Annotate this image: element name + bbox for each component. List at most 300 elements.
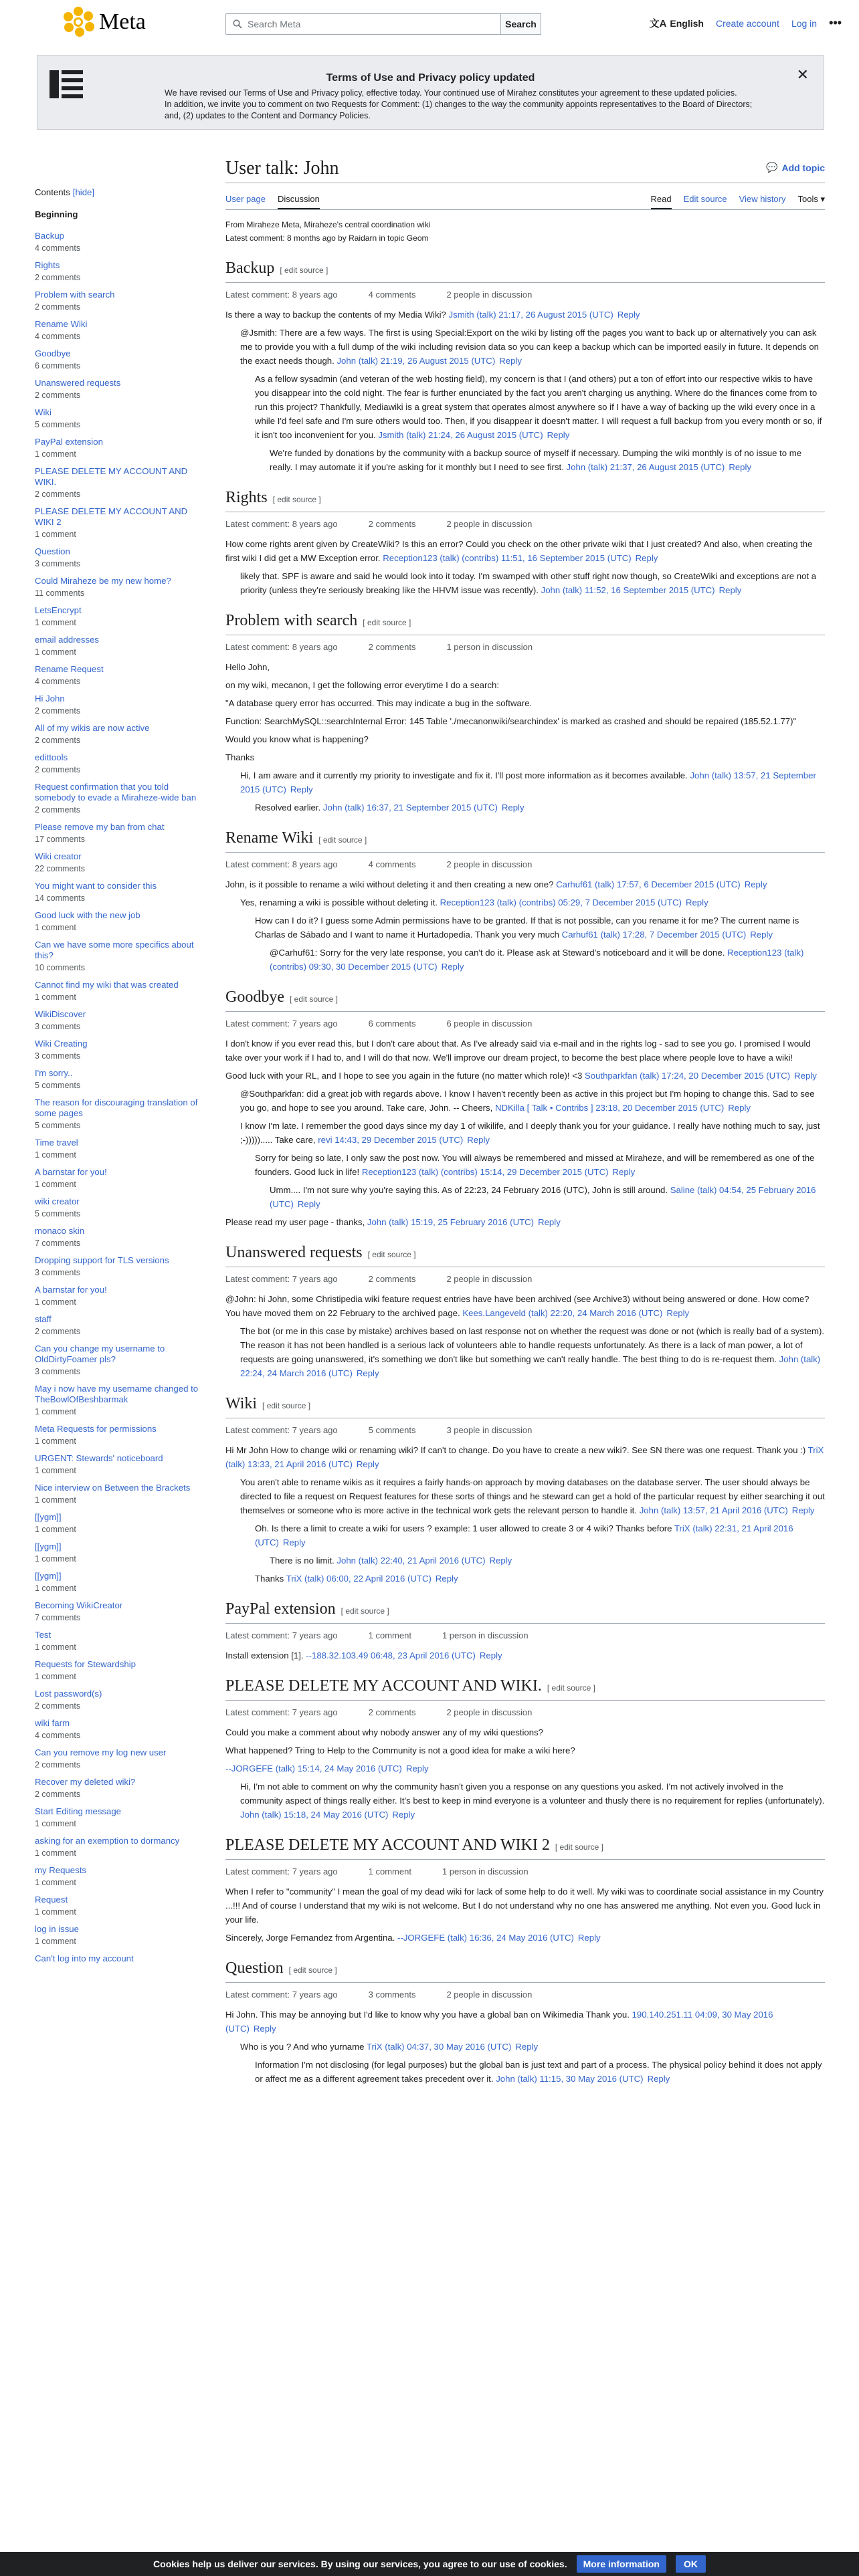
tab-edit-source[interactable]: Edit source xyxy=(683,194,727,204)
section-meta-item: Latest comment: 7 years ago xyxy=(225,1866,338,1876)
discussion-section xyxy=(225,988,825,1229)
discussion-section xyxy=(225,1600,825,1662)
toc-item-count: 3 comments xyxy=(35,1268,81,1277)
toc-item-label[interactable]: Nice interview on Between the Brackets xyxy=(35,1483,191,1493)
toc-item[interactable] xyxy=(35,980,202,1002)
comment-signature[interactable]: Kees.Langeveld (talk) 22:20, 24 March 2016 (UTC) xyxy=(462,1308,663,1318)
comment-signature[interactable]: John (talk) 22:40, 21 April 2016 (UTC) xyxy=(337,1555,486,1566)
toc-item[interactable] xyxy=(35,1659,202,1681)
toc-item[interactable] xyxy=(35,1689,202,1711)
reply-button[interactable]: Reply xyxy=(685,897,708,907)
toc-item-label[interactable]: A barnstar for you! xyxy=(35,1167,107,1177)
discussion-sections xyxy=(225,259,825,2086)
comment-text: How come rights arent given by CreateWiki? Is this an error? Could you check on the other private wiki that I just created? And also, when creating the first wiki I did get a MW Exception error. xyxy=(225,539,813,563)
comment-text: Thanks xyxy=(225,752,255,762)
toc-item[interactable] xyxy=(35,348,202,370)
reply-button[interactable]: Reply xyxy=(392,1810,415,1820)
comment-signature[interactable]: --JORGEFE (talk) 16:36, 24 May 2016 (UTC) xyxy=(397,1933,574,1943)
comment-text: How can I do it? I guess some Admin permissions have to be granted. If that is not possible, can you rename it for me? The current name is Charlas de Sábado and I want to name it Hurtadopedia. Thank you very much xyxy=(255,916,799,940)
reply-button[interactable]: Reply xyxy=(282,1537,306,1547)
notice-line-2: In addition, we invite you to comment on two Requests for Comment: (1) changes to the way the community appoints representatives to the Board of Directors; and, (2) updates to the Content and Dormancy Policies. xyxy=(165,100,753,120)
section-heading xyxy=(225,1244,825,1264)
comment xyxy=(225,1648,825,1662)
toc-item[interactable] xyxy=(35,1865,202,1887)
comment xyxy=(225,678,825,692)
comment-signature[interactable]: John (talk) 22:24, 24 March 2016 (UTC) xyxy=(240,1354,821,1378)
comment-signature[interactable]: John (talk) 11:52, 16 September 2015 (UTC) xyxy=(541,585,715,595)
toc-item[interactable] xyxy=(35,290,202,312)
toc-item-label[interactable]: You might want to consider this xyxy=(35,881,157,891)
comment-signature[interactable]: 190.140.251.11 04:09, 30 May 2016 (UTC) xyxy=(225,2010,773,2034)
tab-view-history[interactable]: View history xyxy=(739,194,786,204)
search-input[interactable] xyxy=(225,13,501,35)
reply-button[interactable]: Reply xyxy=(467,1135,490,1145)
toc-item-label[interactable]: Can you change my username to OldDirtyFoamer pls? xyxy=(35,1344,165,1364)
toc-item[interactable] xyxy=(35,1600,202,1622)
toc-item-label[interactable]: log in issue xyxy=(35,1924,79,1934)
comment xyxy=(240,1324,825,1380)
comment-signature[interactable]: NDKilla [ Talk • Contribs ] 23:18, 20 December 2015 (UTC) xyxy=(494,1103,725,1113)
toc-item-label[interactable]: Request xyxy=(35,1895,68,1905)
toc-item[interactable] xyxy=(35,466,202,499)
toc-item-label[interactable]: Recover my deleted wiki? xyxy=(35,1777,136,1787)
toc-item[interactable] xyxy=(35,723,202,745)
reply-button[interactable]: Reply xyxy=(617,310,640,320)
toc-item-count: 1 comment xyxy=(35,1907,76,1917)
toc-item-label[interactable]: Please remove my ban from chat xyxy=(35,822,165,832)
comment-text: on my wiki, mecanon, I get the following error everytime I do a search: xyxy=(225,680,499,690)
toc-item-label[interactable]: URGENT: Stewards' noticeboard xyxy=(35,1453,163,1463)
comment-signature[interactable]: John (talk) 11:15, 30 May 2016 (UTC) xyxy=(496,2074,644,2084)
comment xyxy=(225,750,825,764)
site-logo[interactable] xyxy=(62,5,146,39)
comment xyxy=(240,1780,825,1822)
reply-button[interactable]: Reply xyxy=(441,962,464,972)
section-title: PLEASE DELETE MY ACCOUNT AND WIKI. xyxy=(225,1677,542,1695)
reply-button[interactable]: Reply xyxy=(538,1217,561,1227)
edit-source-link[interactable]: [ edit source ] xyxy=(272,495,321,504)
comment-text: You aren't able to rename wikis as it requires a fairly hands-on approach by moving databases on the database server. The user should always be directed to file a request on Request features for these sorts of things and he steward can get a hold of the particular request by either searching it out themselves or someone who is more active in the technical work gets the relevant person to handle it. xyxy=(240,1477,825,1515)
comment-signature[interactable]: Jsmith (talk) 21:24, 26 August 2015 (UTC) xyxy=(378,430,543,440)
reply-button[interactable]: Reply xyxy=(489,1555,512,1566)
edit-source-link[interactable]: [ edit source ] xyxy=(288,1965,337,1975)
site-notice xyxy=(37,55,824,130)
comment-signature[interactable]: Southparkfan (talk) 17:24, 20 December 2015 (UTC) xyxy=(584,1071,791,1081)
comment-signature[interactable]: John (talk) 21:37, 26 August 2015 (UTC) xyxy=(566,462,725,472)
toc-item-label[interactable]: Wiki Creating xyxy=(35,1039,88,1049)
toc-item-count: 2 comments xyxy=(35,1701,81,1711)
add-topic-label: Add topic xyxy=(781,162,825,173)
comment-text: Hi John. This may be annoying but I'd like to know why you have a global ban on Wikimedia Thank you. xyxy=(225,2010,630,2020)
toc-item-count: 5 comments xyxy=(35,1081,81,1090)
edit-source-link[interactable]: [ edit source ] xyxy=(318,835,367,845)
toc-item[interactable] xyxy=(35,1541,202,1564)
toc-item-label[interactable]: asking for an exemption to dormancy xyxy=(35,1836,180,1846)
toc-item-label[interactable]: [[ygm]] xyxy=(35,1512,62,1522)
toc-item[interactable] xyxy=(35,1836,202,1858)
comment xyxy=(225,1931,825,1945)
toc-item-label[interactable]: LetsEncrypt xyxy=(35,605,82,615)
comment xyxy=(240,569,825,597)
edit-source-link[interactable]: [ edit source ] xyxy=(289,994,339,1004)
toc-item-label[interactable]: Wiki creator xyxy=(35,851,82,861)
reply-button[interactable]: Reply xyxy=(577,1933,601,1943)
discussion-section xyxy=(225,1959,825,2086)
comment-text: Hello John, xyxy=(225,662,270,672)
toc-item-count: 1 comment xyxy=(35,1819,76,1828)
edit-source-link[interactable]: [ edit source ] xyxy=(280,265,328,275)
reply-button[interactable]: Reply xyxy=(791,1505,815,1515)
toc-item[interactable] xyxy=(35,407,202,429)
comment xyxy=(270,946,825,974)
toc-item[interactable] xyxy=(35,231,202,253)
toc-item-label[interactable]: Goodbye xyxy=(35,348,71,358)
toc-item-label[interactable]: Cannot find my wiki that was created xyxy=(35,980,179,990)
toc-item-label[interactable]: Good luck with the new job xyxy=(35,910,140,920)
toc-item-label[interactable]: I'm sorry.. xyxy=(35,1068,73,1078)
reply-button[interactable]: Reply xyxy=(729,462,752,472)
toc-item-count: 22 comments xyxy=(35,864,86,873)
edit-source-link[interactable]: [ edit source ] xyxy=(363,618,411,627)
toc-item[interactable] xyxy=(35,437,202,459)
comment-signature[interactable]: --188.32.103.49 06:48, 23 April 2016 (UTC) xyxy=(306,1650,476,1660)
toc-item[interactable] xyxy=(35,1314,202,1336)
tools-menu[interactable] xyxy=(797,194,825,209)
toc-item-label[interactable]: PLEASE DELETE MY ACCOUNT AND WIKI 2 xyxy=(35,506,188,527)
comment-signature[interactable]: John (talk) 13:57, 21 April 2016 (UTC) xyxy=(639,1505,788,1515)
add-topic-button[interactable] xyxy=(766,162,825,173)
reply-button[interactable]: Reply xyxy=(501,802,524,813)
comment-text: likely that. SPF is aware and said he would look into it today. I'm swamped with other stuff right now though, so CreateWiki and exceptions are not a priority (unless they're seriously breaking like the HHVM issue was recently). xyxy=(240,571,817,595)
comment-signature[interactable]: Carhuf61 (talk) 17:57, 6 December 2015 (UTC) xyxy=(556,879,741,889)
section-meta-item: 5 comments xyxy=(368,1425,416,1435)
toc-item-label[interactable]: Request confirmation that you told somebody to evade a Miraheze-wide ban xyxy=(35,782,197,802)
comment-signature[interactable]: Jsmith (talk) 21:17, 26 August 2015 (UTC) xyxy=(448,310,613,320)
toc-item-label[interactable]: The reason for discouraging translation of some pages xyxy=(35,1097,198,1118)
comment-signature[interactable]: Carhuf61 (talk) 17:28, 7 December 2015 (UTC) xyxy=(561,930,747,940)
edit-source-link[interactable]: [ edit source ] xyxy=(262,1401,311,1410)
latest-comment-line: Latest comment: 8 months ago by Raidarn in topic Geom xyxy=(225,233,429,243)
language-icon: 文A xyxy=(649,18,667,29)
comment xyxy=(225,2008,825,2036)
toc-item[interactable] xyxy=(35,881,202,903)
toc-item-count: 1 comment xyxy=(35,1150,76,1160)
search-button[interactable]: Search xyxy=(501,13,541,35)
toc-item-count: 2 comments xyxy=(35,391,81,400)
toc-item-label[interactable]: A barnstar for you! xyxy=(35,1285,107,1295)
section-meta xyxy=(225,852,825,869)
toc-item-label[interactable]: Can't log into my account xyxy=(35,1953,134,1963)
reply-button[interactable]: Reply xyxy=(547,430,570,440)
toc-item[interactable] xyxy=(35,1068,202,1090)
page-title: User talk: John xyxy=(225,158,825,183)
notice-line-1: We have revised our Terms of Use and Privacy policy, effective today. Your continued use of Mirahez constitutes your agreement to these updated policies. xyxy=(165,88,737,98)
toc-item-count: 14 comments xyxy=(35,893,86,903)
tab-discussion[interactable]: Discussion xyxy=(278,194,320,209)
tab-read[interactable]: Read xyxy=(651,194,672,209)
toc-item-label[interactable]: wiki creator xyxy=(35,1196,80,1206)
toc-item-count: 4 comments xyxy=(35,677,81,686)
toc-item[interactable] xyxy=(35,1255,202,1277)
toc-item-count: 5 comments xyxy=(35,1209,81,1218)
comment xyxy=(225,1215,825,1229)
reply-button[interactable]: Reply xyxy=(647,2074,670,2084)
toc-item-count: 6 comments xyxy=(35,361,81,370)
discussion-section xyxy=(225,829,825,974)
section-title: Rename Wiki xyxy=(225,829,314,847)
toc-item[interactable] xyxy=(35,319,202,341)
toc-item[interactable] xyxy=(35,1512,202,1534)
reply-button[interactable]: Reply xyxy=(666,1308,690,1318)
speech-bubble-icon: 💬 xyxy=(766,162,778,173)
toc-item-label[interactable]: monaco skin xyxy=(35,1226,85,1236)
toc-item-count: 2 comments xyxy=(35,1760,81,1769)
toc-item[interactable] xyxy=(35,1453,202,1475)
toc-item-count: 7 comments xyxy=(35,1239,81,1248)
toc-item-label[interactable]: Dropping support for TLS versions xyxy=(35,1255,169,1265)
toc-item-label[interactable]: Wiki xyxy=(35,407,52,417)
reply-button[interactable]: Reply xyxy=(728,1103,751,1113)
toc-item[interactable] xyxy=(35,1344,202,1376)
comment xyxy=(225,877,825,891)
toc-beginning[interactable]: Beginning xyxy=(35,209,78,219)
toc-item-count: 1 comment xyxy=(35,1180,76,1189)
comment xyxy=(255,2058,825,2086)
comment xyxy=(225,1761,825,1776)
comment-signature[interactable]: Reception123 (talk) (contribs) 11:51, 16 September 2015 (UTC) xyxy=(383,553,632,563)
toc-item-count: 17 comments xyxy=(35,835,86,844)
toc-item-label[interactable]: All of my wikis are now active xyxy=(35,723,150,733)
toc-item[interactable] xyxy=(35,1747,202,1769)
comment-signature[interactable]: John (talk) 16:37, 21 September 2015 (UTC) xyxy=(322,802,498,813)
toc-item[interactable] xyxy=(35,1924,202,1946)
comment-text: We're funded by donations by the community with a backup source of myself if necessary. Dumping the wiki monthly is of no issue to me really. I may automate it if you're asking for it monthly but I need to see first. xyxy=(270,448,802,472)
reply-button[interactable]: Reply xyxy=(750,930,773,940)
comment-signature[interactable]: Saline (talk) 04:54, 25 February 2016 (UTC) xyxy=(270,1185,816,1209)
toc-item-label[interactable]: Test xyxy=(35,1630,52,1640)
comment xyxy=(225,308,825,322)
reply-button[interactable]: Reply xyxy=(435,1574,458,1584)
toc-item[interactable] xyxy=(35,1384,202,1416)
toc-item-label[interactable]: Rename Wiki xyxy=(35,319,88,329)
toc-item[interactable] xyxy=(35,782,202,815)
toc-item-label[interactable]: Becoming WikiCreator xyxy=(35,1600,123,1610)
toc-item[interactable] xyxy=(35,1630,202,1652)
comment-signature[interactable]: TriX (talk) 06:00, 22 April 2016 (UTC) xyxy=(286,1574,432,1584)
toc-item[interactable] xyxy=(35,1718,202,1740)
reply-button[interactable]: Reply xyxy=(253,2024,276,2034)
edit-source-link[interactable]: [ edit source ] xyxy=(547,1683,595,1693)
page-subtitle xyxy=(225,218,825,245)
toc-item[interactable] xyxy=(35,1138,202,1160)
reply-button[interactable]: Reply xyxy=(290,784,313,794)
toc-item-count: 1 comment xyxy=(35,1525,76,1534)
toc-item-label[interactable]: Unanswered requests xyxy=(35,378,121,388)
toc-item[interactable] xyxy=(35,1895,202,1917)
toc-item-label[interactable]: Start Editing message xyxy=(35,1806,122,1816)
reply-button[interactable]: Reply xyxy=(744,879,767,889)
toc-item-label[interactable]: Rename Request xyxy=(35,664,104,674)
toc-item-label[interactable]: Could Miraheze be my new home? xyxy=(35,576,171,586)
toc-item[interactable] xyxy=(35,576,202,598)
toc-item-label[interactable]: Can we have some more specifics about this? xyxy=(35,940,194,960)
comment-signature[interactable]: John (talk) 15:19, 25 February 2016 (UTC) xyxy=(367,1217,535,1227)
toc-item[interactable] xyxy=(35,851,202,873)
toc-item-label[interactable]: Requests for Stewardship xyxy=(35,1659,136,1669)
page-tabs xyxy=(225,190,825,210)
toc-item[interactable] xyxy=(35,378,202,400)
toc-item-label[interactable]: [[ygm]] xyxy=(35,1541,62,1551)
toc-item-label[interactable]: May i now have my username changed to TheBowlOfBeshbarmak xyxy=(35,1384,199,1404)
toc-item[interactable] xyxy=(35,910,202,932)
comment-signature[interactable]: John (talk) 21:19, 26 August 2015 (UTC) xyxy=(337,356,496,366)
toc-item-label[interactable]: Problem with search xyxy=(35,290,115,300)
toc-item-count: 1 comment xyxy=(35,618,76,627)
toc-item-label[interactable]: edittools xyxy=(35,752,68,762)
comment-signature[interactable]: Reception123 (talk) (contribs) 05:29, 7 December 2015 (UTC) xyxy=(440,897,682,907)
toc-item[interactable] xyxy=(35,1953,202,1964)
toc-item[interactable] xyxy=(35,1571,202,1593)
comment xyxy=(240,768,825,796)
toc-item-label[interactable]: [[ygm]] xyxy=(35,1571,62,1581)
section-meta-item: 2 comments xyxy=(368,1707,416,1717)
comment-signature[interactable]: TriX (talk) 04:37, 30 May 2016 (UTC) xyxy=(366,2042,512,2052)
toc-item[interactable] xyxy=(35,1167,202,1189)
toc-item-label[interactable]: WikiDiscover xyxy=(35,1009,86,1019)
toc-item[interactable] xyxy=(35,506,202,539)
toc-item[interactable] xyxy=(35,1424,202,1446)
reply-button[interactable]: Reply xyxy=(356,1368,379,1378)
section-meta-item: 1 person in discussion xyxy=(442,1630,529,1640)
comment xyxy=(240,1475,825,1517)
edit-source-link[interactable]: [ edit source ] xyxy=(367,1250,416,1259)
reply-button[interactable]: Reply xyxy=(356,1459,379,1469)
comment-text: Sincerely, Jorge Fernandez from Argentina. xyxy=(225,1933,395,1943)
toc-item-label[interactable]: Rights xyxy=(35,260,60,270)
toc-item-label[interactable]: staff xyxy=(35,1314,52,1324)
edit-source-link[interactable]: [ edit source ] xyxy=(341,1606,389,1616)
toc-item[interactable] xyxy=(35,664,202,686)
reply-button[interactable]: Reply xyxy=(635,553,658,563)
search-placeholder: Search Meta xyxy=(248,19,301,29)
section-meta-item: Latest comment: 8 years ago xyxy=(225,859,338,869)
section-heading xyxy=(225,259,825,280)
reply-button[interactable]: Reply xyxy=(612,1167,636,1177)
toc-item[interactable] xyxy=(35,546,202,568)
comment-text: Thanks xyxy=(255,1574,284,1584)
toc-item-label[interactable]: Question xyxy=(35,546,70,556)
comment xyxy=(240,1119,825,1147)
toc-item[interactable] xyxy=(35,940,202,972)
comment xyxy=(225,1069,825,1083)
reply-button[interactable]: Reply xyxy=(405,1763,429,1774)
comment-signature[interactable]: TriX (talk) 13:33, 21 April 2016 (UTC) xyxy=(225,1445,824,1469)
comment-text: The bot (or me in this case by mistake) archives based on last response not on whether the request was done or not (which is really bad of a system). The reason it has not been handled is a serious lack of volunteers able to handle requests unfortunately. As there is a lack of man power, a lot of requests are going unanswered, it's something we don't like but something we can't really handle. The best thing to do is re-request them. xyxy=(240,1326,825,1364)
toc-hide-link[interactable]: [hide] xyxy=(72,187,95,197)
toc-item[interactable] xyxy=(35,752,202,774)
reply-button[interactable]: Reply xyxy=(794,1071,817,1081)
close-icon[interactable]: ✕ xyxy=(796,66,809,83)
comment-signature[interactable]: John (talk) 13:57, 21 September 2015 (UTC) xyxy=(240,770,816,794)
toc-item-count: 1 comment xyxy=(35,1436,76,1446)
toc-item[interactable] xyxy=(35,1039,202,1061)
comment-signature[interactable]: Reception123 (talk) (contribs) 15:14, 29 December 2015 (UTC) xyxy=(361,1167,609,1177)
toc-item-label[interactable]: wiki farm xyxy=(35,1718,70,1728)
toc-item-label[interactable]: Can you remove my log new user xyxy=(35,1747,167,1757)
tools-label: Tools xyxy=(797,194,818,204)
edit-source-link[interactable]: [ edit source ] xyxy=(555,1842,603,1852)
comment-signature[interactable]: John (talk) 15:18, 24 May 2016 (UTC) xyxy=(240,1810,389,1820)
toc-item[interactable] xyxy=(35,1806,202,1828)
toc-item-label[interactable]: email addresses xyxy=(35,635,100,645)
comment-text: Yes, renaming a wiki is possible without deleting it. xyxy=(240,897,438,907)
comment-signature[interactable]: TriX (talk) 22:31, 21 April 2016 (UTC) xyxy=(255,1523,793,1547)
reply-button[interactable]: Reply xyxy=(499,356,522,366)
section-meta-item: 2 people in discussion xyxy=(446,519,533,529)
toc-item[interactable] xyxy=(35,1196,202,1218)
comment-text: There is no limit. xyxy=(270,1555,335,1566)
toc-item[interactable] xyxy=(35,822,202,844)
tab-user-page[interactable]: User page xyxy=(225,194,266,204)
toc-item-count: 4 comments xyxy=(35,332,81,341)
toc-item[interactable] xyxy=(35,260,202,282)
toc-item-label[interactable]: PLEASE DELETE MY ACCOUNT AND WIKI. xyxy=(35,466,188,487)
cookie-more-button[interactable]: More information xyxy=(577,2555,666,2573)
section-meta-item: Latest comment: 7 years ago xyxy=(225,1707,338,1717)
comment-signature[interactable]: --JORGEFE (talk) 15:14, 24 May 2016 (UTC) xyxy=(225,1763,402,1774)
chevron-down-icon: ▾ xyxy=(820,194,825,204)
toc-item-label[interactable]: Lost password(s) xyxy=(35,1689,102,1699)
site-header xyxy=(0,0,859,44)
toc-item[interactable] xyxy=(35,1226,202,1248)
toc-item-count: 2 comments xyxy=(35,1327,81,1336)
login-link[interactable]: Log in xyxy=(791,17,818,29)
reply-button[interactable]: Reply xyxy=(515,2042,539,2052)
section-meta-item: 1 comment xyxy=(368,1630,411,1640)
toc-item-label[interactable]: PayPal extension xyxy=(35,437,103,447)
toc-item[interactable] xyxy=(35,635,202,657)
reply-button[interactable]: Reply xyxy=(719,585,742,595)
toc-item-label[interactable]: my Requests xyxy=(35,1865,86,1875)
toc-item[interactable] xyxy=(35,1483,202,1505)
toc-item[interactable] xyxy=(35,1009,202,1031)
comment-signature[interactable]: revi 14:43, 29 December 2015 (UTC) xyxy=(318,1135,464,1145)
toc-item-label[interactable]: Backup xyxy=(35,231,64,241)
cookie-ok-button[interactable]: OK xyxy=(676,2555,706,2573)
toc-item-label[interactable]: Hi John xyxy=(35,693,65,704)
toc-item[interactable] xyxy=(35,693,202,716)
reply-button[interactable]: Reply xyxy=(479,1650,502,1660)
create-account-link[interactable]: Create account xyxy=(715,17,779,29)
comment-text: Good luck with your RL, and I hope to see you again in the future (no matter which role)! <3 xyxy=(225,1071,583,1081)
language-button[interactable] xyxy=(650,16,704,30)
reply-button[interactable]: Reply xyxy=(297,1199,320,1209)
discussion-section xyxy=(225,612,825,815)
toc-item[interactable] xyxy=(35,605,202,627)
section-heading xyxy=(225,1836,825,1856)
toc-item[interactable] xyxy=(35,1285,202,1307)
toc-item-count: 1 comment xyxy=(35,647,76,657)
toc-item-label[interactable]: Time travel xyxy=(35,1138,78,1148)
toc-item-label[interactable]: Meta Requests for permissions xyxy=(35,1424,157,1434)
more-options-icon[interactable]: ••• xyxy=(829,16,842,29)
section-title: Wiki xyxy=(225,1395,258,1412)
comment-signature[interactable]: Reception123 (talk) (contribs) 09:30, 30 December 2015 (UTC) xyxy=(270,948,804,972)
toc-item[interactable] xyxy=(35,1777,202,1799)
toc-item[interactable] xyxy=(35,1097,202,1130)
comment xyxy=(255,1521,825,1549)
comment-text: Hi Mr John How to change wiki or renaming wiki? If can't to change. Do you have to create a new wiki?. See SN there was one request. Thank you :) xyxy=(225,1445,806,1455)
